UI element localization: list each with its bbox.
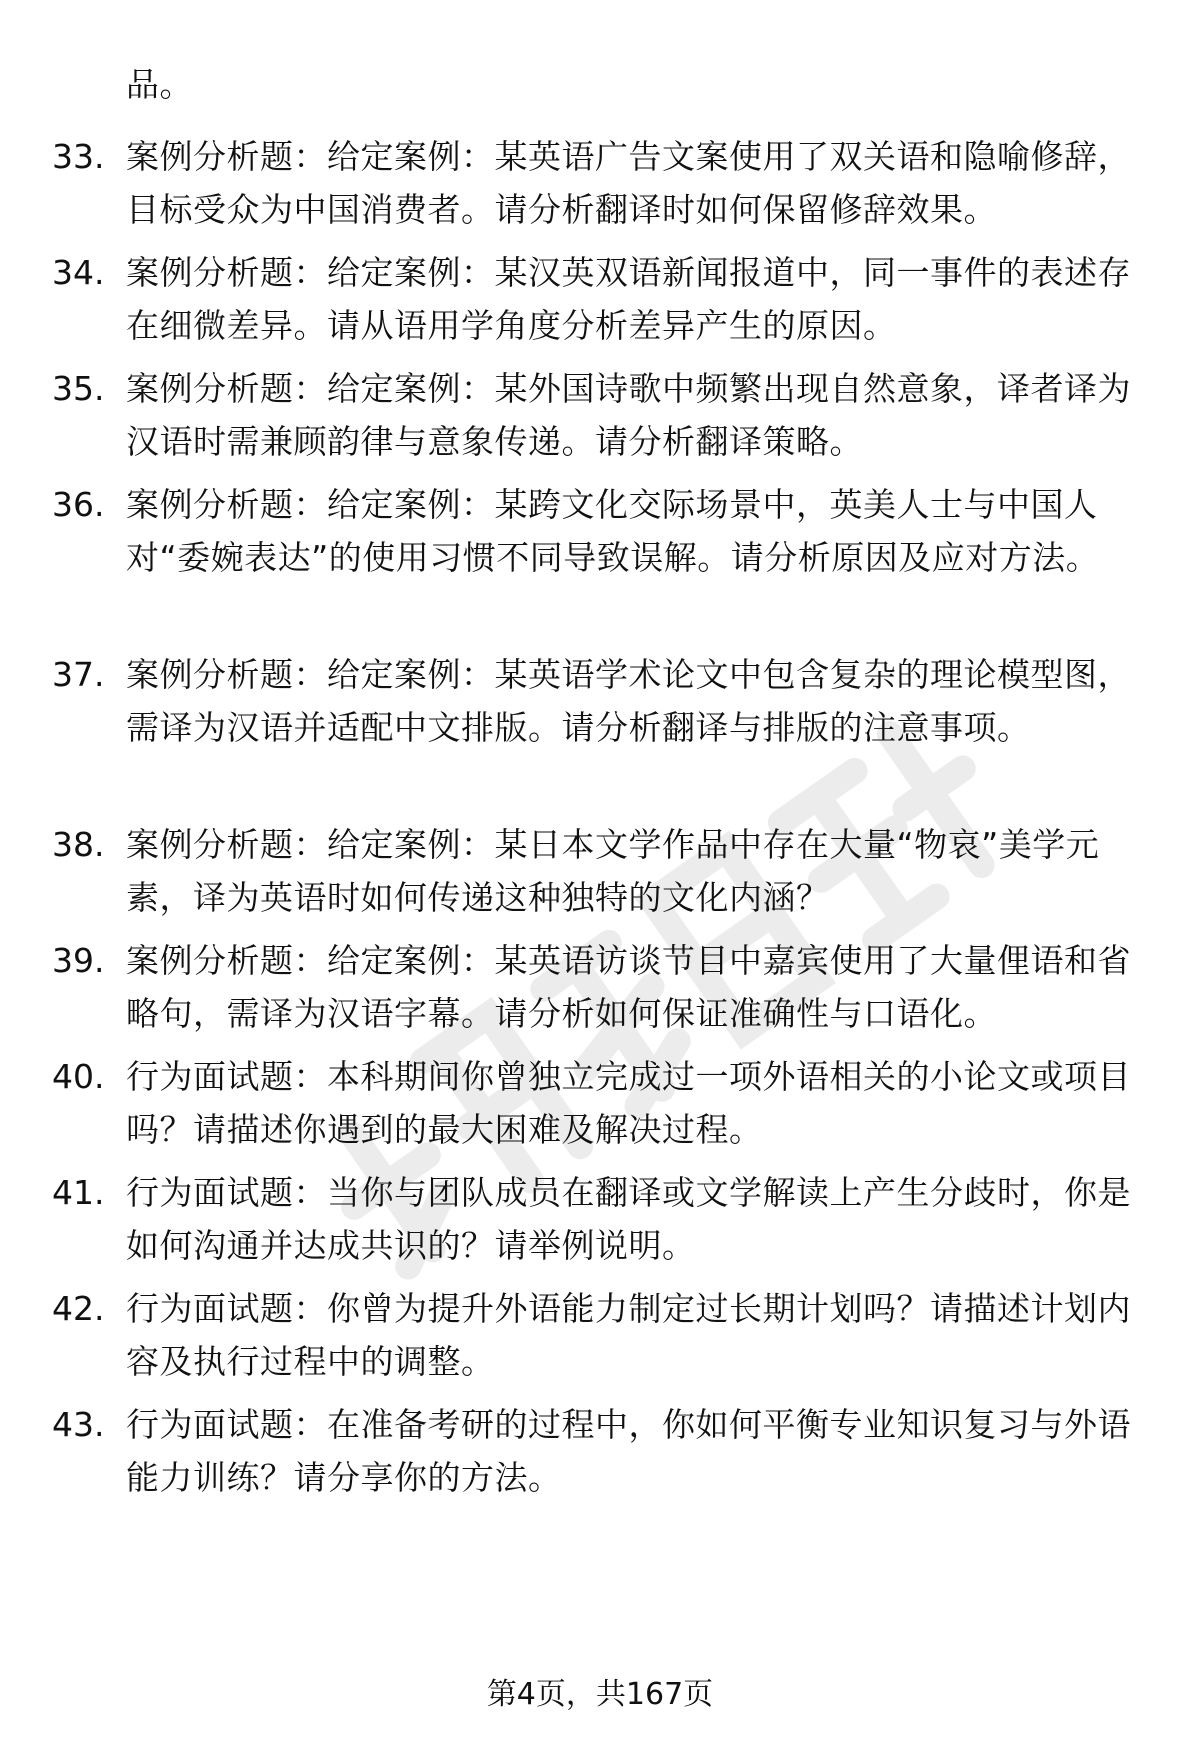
- item-text: 案例分析题：给定案例：某日本文学作品中存在大量“物哀”美学元素，译为英语时如何传递这种独特的文化内涵？: [126, 825, 1100, 917]
- item-number: 34.: [52, 253, 105, 292]
- item-number: 39.: [52, 941, 105, 980]
- item-text: 案例分析题：给定案例：某汉英双语新闻报道中，同一事件的表述存在细微差异。请从语用学角度分析差异产生的原因。: [126, 253, 1131, 345]
- item-text: 案例分析题：给定案例：某外国诗歌中频繁出现自然意象，译者译为汉语时需兼顾韵律与意象传递。请分析翻译策略。: [126, 369, 1131, 461]
- item-number: 37.: [52, 655, 105, 694]
- continuation-text: 品。: [126, 65, 193, 104]
- item-text: 行为面试题：你曾为提升外语能力制定过长期计划吗？请描述计划内容及执行过程中的调整。: [126, 1289, 1131, 1381]
- item-number: 36.: [52, 485, 105, 524]
- item-number: 41.: [52, 1173, 105, 1212]
- item-text: 案例分析题：给定案例：某跨文化交际场景中，英美人士与中国人对“委婉表达”的使用习惯不同导致误解。请分析原因及应对方法。: [126, 485, 1100, 577]
- item-text: 行为面试题：当你与团队成员在翻译或文学解读上产生分歧时，你是如何沟通并达成共识的？请举例说明。: [126, 1173, 1131, 1265]
- item-text: 行为面试题：本科期间你曾独立完成过一项外语相关的小论文或项目吗？请描述你遇到的最大困难及解决过程。: [126, 1057, 1131, 1149]
- item-number: 43.: [52, 1405, 105, 1444]
- item-number: 35.: [52, 369, 105, 408]
- page-footer: 第4页，共167页: [486, 1677, 714, 1712]
- item-text: 案例分析题：给定案例：某英语学术论文中包含复杂的理论模型图，需译为汉语并适配中文排版。请分析翻译与排版的注意事项。: [126, 655, 1131, 747]
- item-text: 案例分析题：给定案例：某英语访谈节目中嘉宾使用了大量俚语和省略句，需译为汉语字幕。请分析如何保证准确性与口语化。: [126, 941, 1131, 1033]
- item-text: 案例分析题：给定案例：某英语广告文案使用了双关语和隐喻修辞，目标受众为中国消费者。请分析翻译时如何保留修辞效果。: [126, 137, 1131, 229]
- item-number: 38.: [52, 825, 105, 864]
- item-number: 40.: [52, 1057, 105, 1096]
- item-number: 42.: [52, 1289, 105, 1328]
- item-number: 33.: [52, 137, 105, 176]
- item-text: 行为面试题：在准备考研的过程中，你如何平衡专业知识复习与外语能力训练？请分享你的方法。: [126, 1405, 1131, 1497]
